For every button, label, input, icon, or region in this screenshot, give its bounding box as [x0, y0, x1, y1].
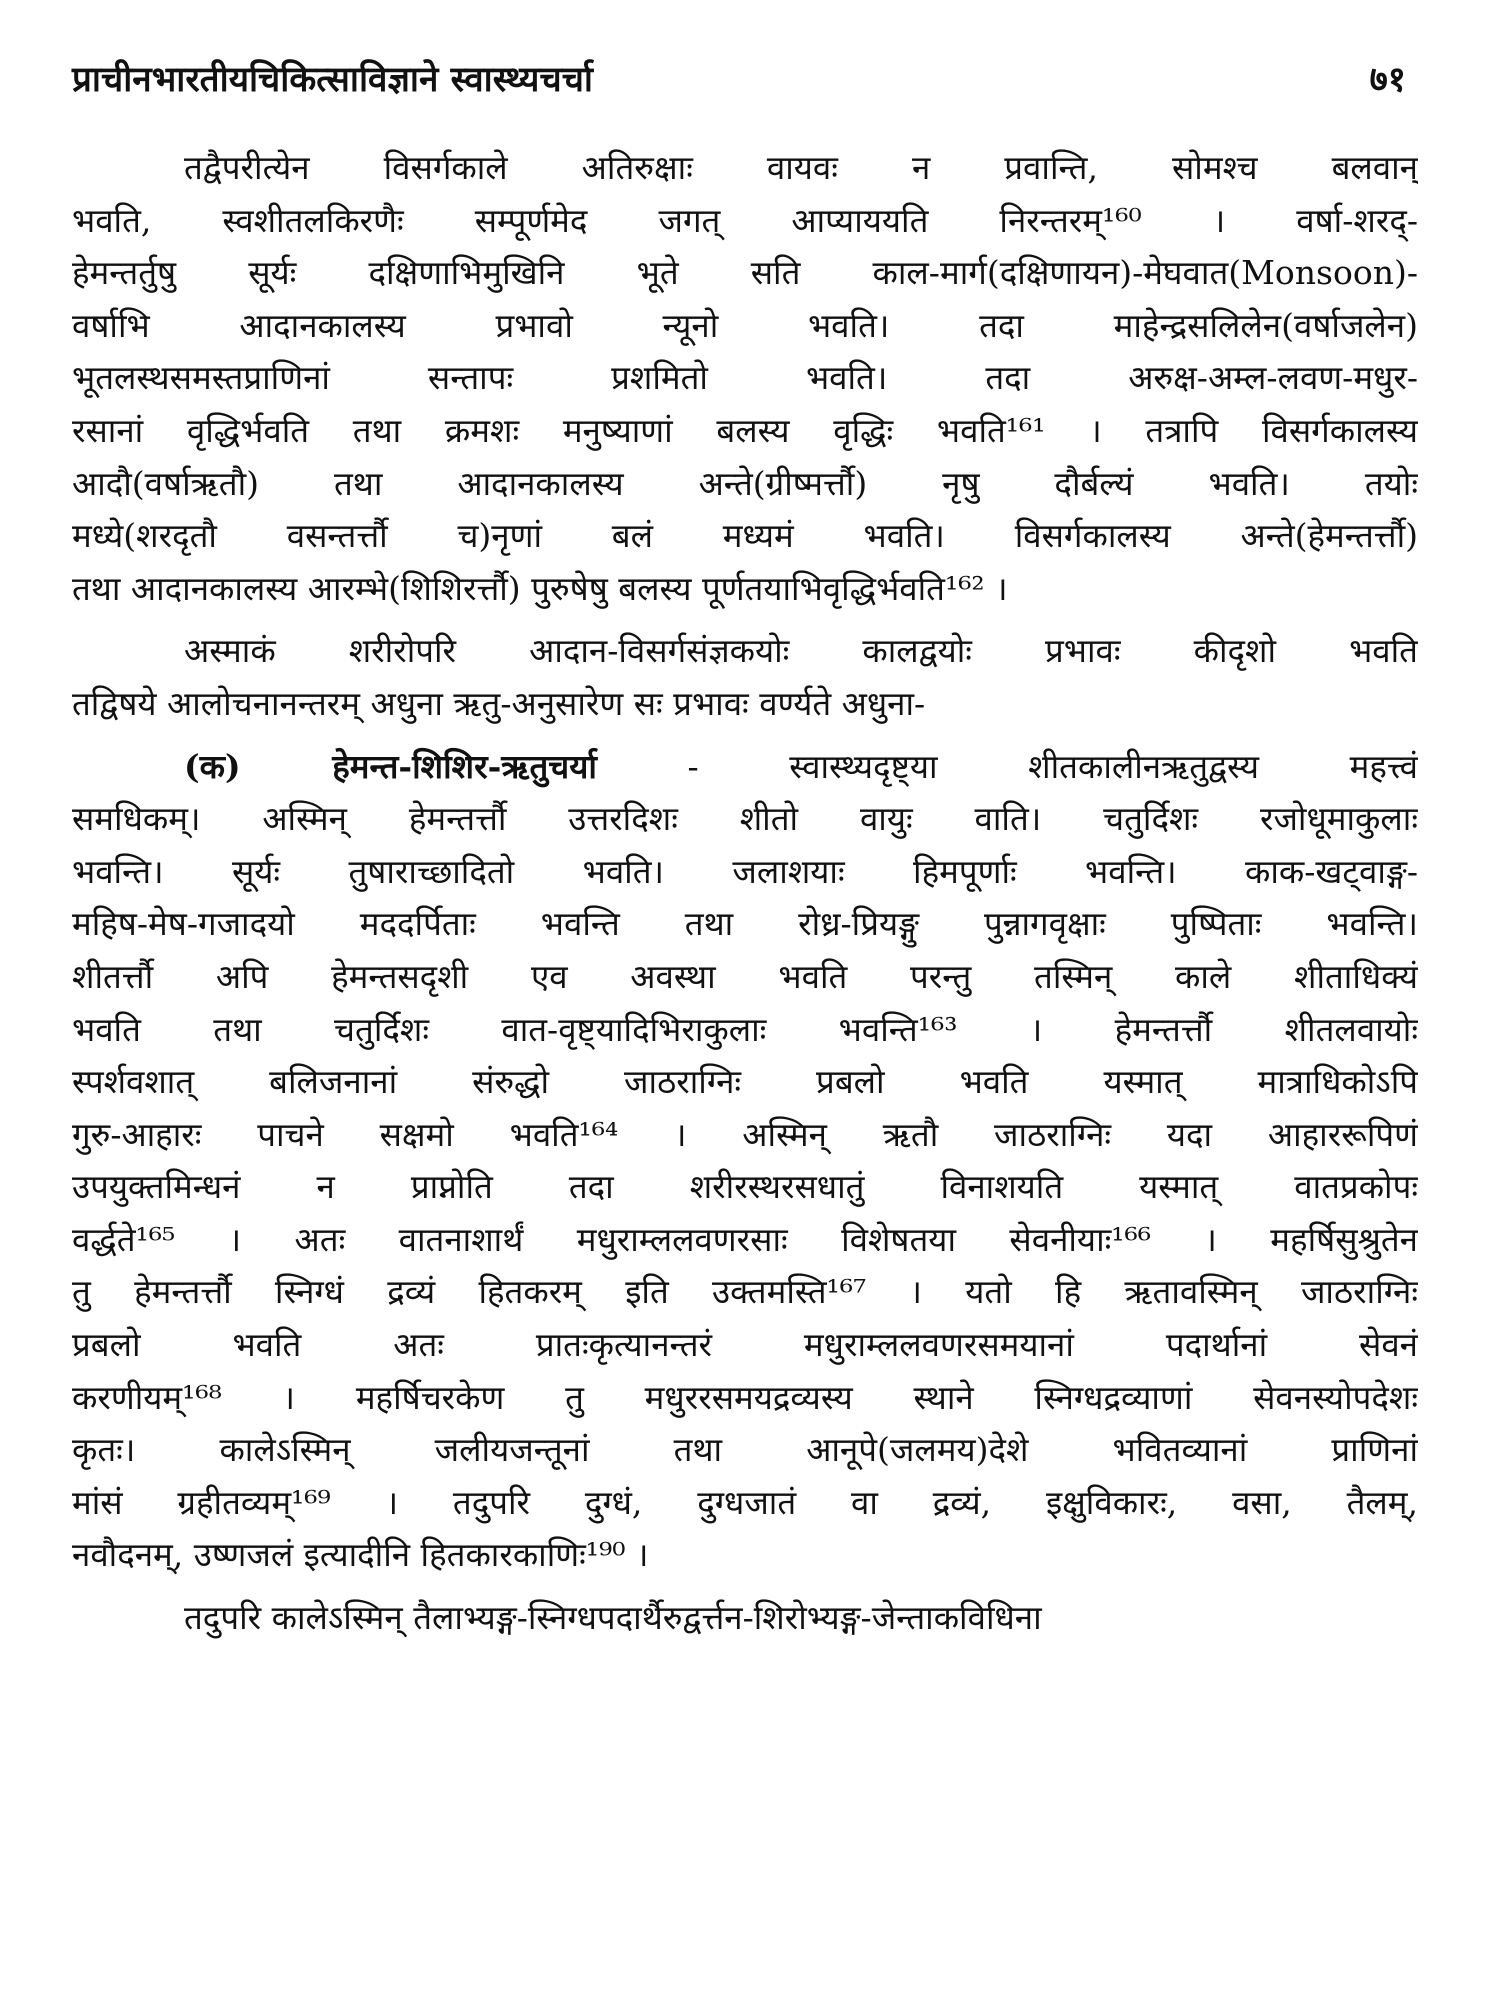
paragraph-4 [72, 1592, 1418, 1645]
page-number: ७१ [1369, 59, 1406, 100]
text-line: तु हेमन्तर्त्तौ स्निग्धं द्रव्यं हितकरम् इति उक्तमस्ति¹⁶⁷ । यतो हि ऋतावस्मिन् जाठराग्निः [72, 1272, 1418, 1312]
text-line: समधिकम्। अस्मिन् हेमन्तर्त्तौ उत्तरदिशः शीतो वायुः वाति। चतुर्दिशः रजोधूमाकुलाः [72, 799, 1418, 839]
text-line: वर्षाभि आदानकालस्य प्रभावो न्यूनो भवति। तदा माहेन्द्रसलिलेन(वर्षाजलेन) [72, 305, 1418, 345]
text-line: मांसं ग्रहीतव्यम्¹⁶⁹ । तदुपरि दुग्धं, दुग्धजातं वा द्रव्यं, इक्षुविकारः, वसा, तैलम्, [72, 1482, 1418, 1522]
text-line: आदौ(वर्षाऋतौ) तथा आदानकालस्य अन्ते(ग्रीष्मर्त्तौ) नृषु दौर्बल्यं भवति। तयोः [72, 463, 1418, 503]
text-line: भवति तथा चतुर्दिशः वात-वृष्ट्यादिभिराकुलाः भवन्ति¹⁶³ । हेमन्तर्त्तौ शीतलवायोः [72, 1009, 1418, 1049]
running-title: प्राचीनभारतीयचिकित्साविज्ञाने स्वास्थ्यचर्चा [72, 59, 593, 100]
text-line: प्रबलो भवति अतः प्रातःकृत्यानन्तरं मधुराम्ललवणरसमयानां पदार्थानां सेवनं [72, 1325, 1418, 1365]
text-line: हेमन्तर्तुषु सूर्यः दक्षिणाभिमुखिनि भूते सति काल-मार्ग(दक्षिणायन)-मेघवात(Monsoon)- [72, 253, 1418, 293]
paragraph-2 [72, 625, 1418, 730]
text-line: तथा आदानकालस्य आरम्भे(शिशिरर्त्तौ) पुरुषेषु बलस्य पूर्णतयाभिवृद्धिर्भवति¹⁶² । [72, 568, 1008, 608]
text-line: गुरु-आहारः पाचने सक्षमो भवति¹⁶⁴ । अस्मिन् ऋतौ जाठराग्निः यदा आहाररूपिणं [72, 1114, 1418, 1154]
text-line: नवौदनम्, उष्णजलं इत्यादीनि हितकारकाणिः¹⁹⁰ । [72, 1535, 649, 1575]
text-line [72, 741, 1418, 794]
text-line: महिष-मेष-गजादयो मददर्पिताः भवन्ति तथा रोध्र-प्रियङ्गु पुन्नागवृक्षाः पुष्पिताः भवन्ति। [72, 904, 1418, 944]
text-line: कृतः। कालेऽस्मिन् जलीयजन्तूनां तथा आनूपे(जलमय)देशे भवितव्यानां प्राणिनां [72, 1430, 1418, 1470]
text-line: भूतलस्थसमस्तप्राणिनां सन्तापः प्रशमितो भवति। तदा अरुक्ष-अम्ल-लवण-मधुर- [72, 358, 1418, 398]
text-line: करणीयम्¹⁶⁸ । महर्षिचरकेण तु मधुररसमयद्रव्यस्य स्थाने स्निग्धद्रव्याणां सेवनस्योपदेशः [72, 1377, 1418, 1417]
paragraph-3 [72, 741, 1418, 1583]
text-line: मध्ये(शरदृतौ वसन्तर्त्तौ च)नृणां बलं मध्यमं भवति। विसर्गकालस्य अन्ते(हेमन्तर्त्तौ) [72, 516, 1418, 556]
text-line: स्पर्शवशात् बलिजनानां संरुद्धो जाठराग्निः प्रबलो भवति यस्मात् मात्राधिकोऽपि [72, 1062, 1418, 1102]
text-line: भवन्ति। सूर्यः तुषाराच्छादितो भवति। जलाशयाः हिमपूर्णाः भवन्ति। काक-खट्वाङ्ग- [72, 851, 1418, 891]
section-heading: (क) हेमन्त-शिशिर-ऋतुचर्या [184, 746, 597, 786]
heading-continuation: - स्वास्थ्यदृष्ट्या शीतकालीनऋतुद्वस्य महत्त्वं [596, 746, 1418, 786]
running-header [72, 58, 1418, 102]
text-line: वर्द्धते¹⁶⁵ । अतः वातनाशार्थं मधुराम्ललवणरसाः विशेषतया सेवनीयाः¹⁶⁶ । महर्षिसुश्रुतेन [72, 1219, 1418, 1259]
text-line: अस्माकं शरीरोपरि आदान-विसर्गसंज्ञकयोः कालद्वयोः प्रभावः कीदृशो भवति [184, 631, 1418, 671]
text-line: उपयुक्तमिन्धनं न प्राप्नोति तदा शरीरस्थरसधातुं विनाशयति यस्मात् वातप्रकोपः [72, 1167, 1418, 1207]
text-line: भवति, स्वशीतलकिरणैः सम्पूर्णमेद जगत् आप्याययति निरन्तरम्¹⁶⁰ । वर्षा-शरद्- [72, 200, 1418, 240]
text-line: तद्वैपरीत्येन विसर्गकाले अतिरुक्षाः वायवः न प्रवान्ति, सोमश्च बलवान् [184, 148, 1418, 187]
paragraph-1 [72, 142, 1418, 615]
text-line: रसानां वृद्धिर्भवति तथा क्रमशः मनुष्याणां बलस्य वृद्धिः भवति¹⁶¹ । तत्रापि विसर्गकालस्य [72, 410, 1418, 450]
text-line: तदुपरि कालेऽस्मिन् तैलाभ्यङ्ग-स्निग्धपदार्थैरुद्वर्त्तन-शिरोभ्यङ्ग-जेन्ताकविधिना [184, 1598, 1042, 1638]
text-line: तद्विषये आलोचनानन्तरम् अधुना ऋतु-अनुसारेण सः प्रभावः वर्ण्यते अधुना- [72, 683, 926, 723]
text-line: शीतर्त्तौ अपि हेमन्तसदृशी एव अवस्था भवति परन्तु तस्मिन् काले शीताधिक्यं [72, 956, 1418, 996]
